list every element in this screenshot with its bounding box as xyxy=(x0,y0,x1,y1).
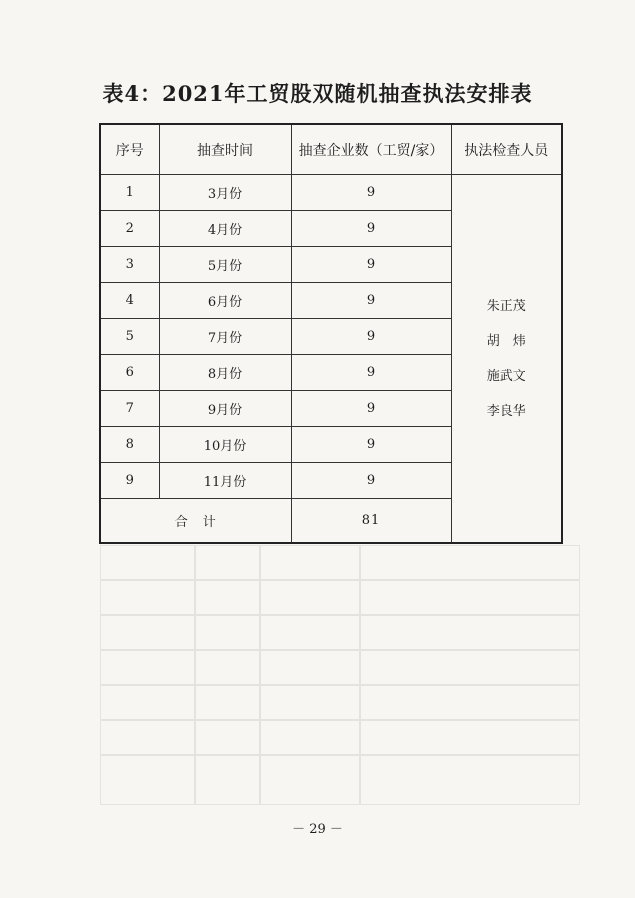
row-month: 3月份 xyxy=(159,175,291,211)
row-count: 9 xyxy=(291,355,451,391)
row-index: 6 xyxy=(100,355,159,391)
row-count: 9 xyxy=(291,319,451,355)
row-count: 9 xyxy=(291,247,451,283)
row-month: 5月份 xyxy=(159,247,291,283)
table-row xyxy=(100,175,562,211)
row-month: 4月份 xyxy=(159,211,291,247)
row-month: 9月份 xyxy=(159,391,291,427)
row-index: 4 xyxy=(100,283,159,319)
inspection-schedule-table xyxy=(99,123,563,544)
bleed-through-ghost-table xyxy=(100,545,580,805)
row-index: 3 xyxy=(100,247,159,283)
row-index: 8 xyxy=(100,427,159,463)
row-month: 7月份 xyxy=(159,319,291,355)
inspector-name: 施武文 xyxy=(486,368,526,384)
row-index: 5 xyxy=(100,319,159,355)
total-label: 合 计 xyxy=(100,499,291,544)
header-inspectors: 执法检查人员 xyxy=(451,124,562,175)
row-index: 2 xyxy=(100,211,159,247)
row-month: 10月份 xyxy=(159,427,291,463)
row-month: 6月份 xyxy=(159,283,291,319)
inspectors-cell xyxy=(451,175,562,544)
table-header-row xyxy=(100,124,562,175)
inspector-name: 朱正茂 xyxy=(486,298,526,314)
header-count: 抽查企业数（工贸/家） xyxy=(291,124,451,175)
row-count: 9 xyxy=(291,391,451,427)
row-index: 9 xyxy=(100,463,159,499)
header-time: 抽查时间 xyxy=(159,124,291,175)
row-count: 9 xyxy=(291,211,451,247)
row-count: 9 xyxy=(291,463,451,499)
total-value: 81 xyxy=(291,499,451,544)
row-index: 7 xyxy=(100,391,159,427)
row-count: 9 xyxy=(291,427,451,463)
row-index: 1 xyxy=(100,175,159,211)
header-index: 序号 xyxy=(100,124,159,175)
page-number: － 29 － xyxy=(292,822,343,837)
inspector-name: 李良华 xyxy=(486,403,526,419)
row-count: 9 xyxy=(291,283,451,319)
page-title: 表4：2021年工贸股双随机抽查执法安排表 xyxy=(102,81,533,106)
row-month: 11月份 xyxy=(159,463,291,499)
row-count: 9 xyxy=(291,175,451,211)
inspector-name: 胡 炜 xyxy=(486,333,526,349)
row-month: 8月份 xyxy=(159,355,291,391)
